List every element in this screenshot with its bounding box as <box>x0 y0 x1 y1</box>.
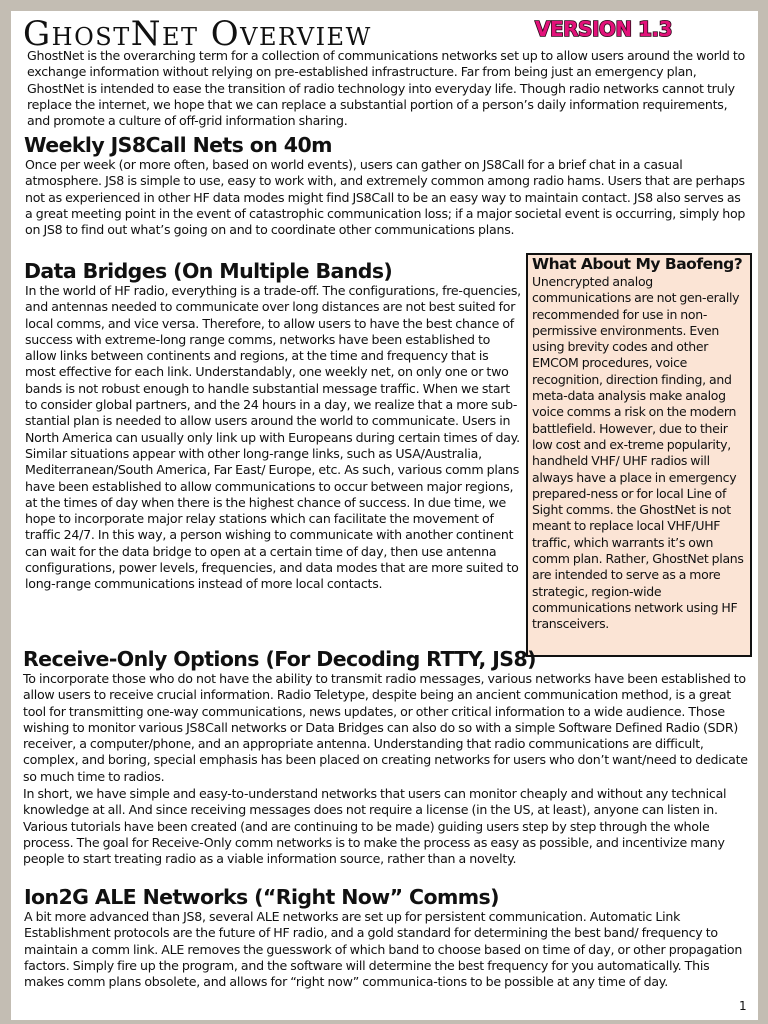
document-page <box>11 11 758 1020</box>
intro-paragraph: GhostNet is the overarching term for a collection of communications networks set up to allow users around the world to exchange information without relying on pre-established infrastructure. Far from being just an emergency plan, GhostNet is intended to ease the transition of radio technology into everyday life. Though radio networks cannot truly replace the internet, we hope that we can replace a substantial portion of a person’s daily information requirements, and promote a culture of off-grid information sharing. <box>27 48 745 129</box>
baofeng-sidebar <box>526 253 752 657</box>
sidebar-body: Unencrypted analog communications are not gen-erally recommended for use in non-permissive environments. Even using brevity codes and other EMCOM procedures, voice recognition, direction finding, and meta-data analysis make analog voice comms a risk on the modern battlefield. However, due to their low cost and ex-treme popularity, handheld VHF/ UHF radios will always have a place in emergency prepared-ness or for local Line of Sight comms. the GhostNet is not meant to replace local VHF/UHF traffic, which warrants it’s own comm plan. Rather, GhostNet plans are intended to serve as a more strategic, region-wide communications network using HF transceivers. <box>532 274 744 632</box>
sidebar-title: What About My Baofeng? <box>532 255 743 273</box>
page-number: 1 <box>739 999 747 1013</box>
page-title: GhostNet Overview <box>23 14 372 54</box>
section-body-js8call: Once per week (or more often, based on world events), users can gather on JS8Call for a brief chat in a casual atmosphere. JS8 is simple to use, easy to work with, and extremely common among radio hams. Users that are perhaps not as experienced in other HF data modes might find JS8Call to be an easy way to maintain contact. JS8 also serves as a great meeting point in the event of catastrophic communication loss; if a major societal event is occurring, simply hop on JS8 to find out what’s going on and to coordinate other communications plans. <box>25 157 746 238</box>
section-heading-js8call: Weekly JS8Call Nets on 40m <box>24 133 332 157</box>
section-body-ale: A bit more advanced than JS8, several ALE networks are set up for persistent communication. Automatic Link Establishment protocols are the future of HF radio, and a gold standard for determining the best band/ frequency to maintain a comm link. ALE removes the guesswork of which band to choose based on time of day, or other propagation factors. Simply fire up the program, and the software will determine the best frequency for you automatically. This makes comm plans obsolete, and allows for “right now” communica-tions to be possible at any time of day. <box>24 909 743 990</box>
section-heading-ale: Ion2G ALE Networks (“Right Now” Comms) <box>24 885 499 909</box>
section-heading-receive-only: Receive-Only Options (For Decoding RTTY, JS8) <box>23 647 536 671</box>
version-badge: VERSION 1.3 <box>535 17 673 41</box>
section-body-data-bridges: In the world of HF radio, everything is a trade-off. The configurations, fre-quencies, and antennas needed to communicate over long distances are not best suited for local comms, and vice versa. Therefore, to allow users to have the best chance of success with extreme-long range comms, networks have been established to allow links between continents and regions, at the time and frequency that is most effective for each link. Understandably, one weekly net, on only one or two bands is not robust enough to handle substantial message traffic. When we start to consider global partners, and the 24 hours in a day, we realize that a more sub-stantial plan is needed to allow users around the world to communicate. Users in North America can usually only link up with Europeans during certain times of day. Similar situations appear with other long-range links, such as USA/Australia, Mediterranean/South America, Far East/ Europe, etc. As such, various comm plans have been established to allow communications to occur between major regions, at the times of day when there is the highest chance of success. In due time, we hope to incorporate major relay stations which can facilitate the movement of traffic 24/7. In this way, a person wishing to communicate with another continent can wait for the data bridge to open at a certain time of day, then use antenna configurations, power levels, frequencies, and data modes that are more suited to long-range communications instead of more local contacts. <box>25 283 521 592</box>
section-body-receive-only: To incorporate those who do not have the ability to transmit radio messages, various networks have been established to allow users to receive crucial information. Radio Teletype, despite being an ancient communication method, is a great tool for transmitting one-way communications, news updates, or other critical information to a wide audience. Those wishing to monitor various JS8Call networks or Data Bridges can also do so with a simple Software Defined Radio (SDR) receiver, a computer/phone, and an appropriate antenna. Understanding that radio communications are difficult, complex, and boring, special emphasis has been placed on creating networks for users who don’t want/need to dedicate so much time to radios. <box>23 671 748 784</box>
section-body-receive-only-2: In short, we have simple and easy-to-understand networks that users can monitor cheaply and without any technical knowledge at all. And since receiving messages does not require a license (in the US, at least), anyone can listen in. Various tutorials have been created (and are continuing to be made) guiding users step by step through the whole process. The goal for Receive-Only comm networks is to make the process as easy as possible, and incentivize many people to start treating radio as a viable information source, rather than a novelty. <box>23 786 727 867</box>
section-heading-data-bridges: Data Bridges (On Multiple Bands) <box>24 259 393 283</box>
